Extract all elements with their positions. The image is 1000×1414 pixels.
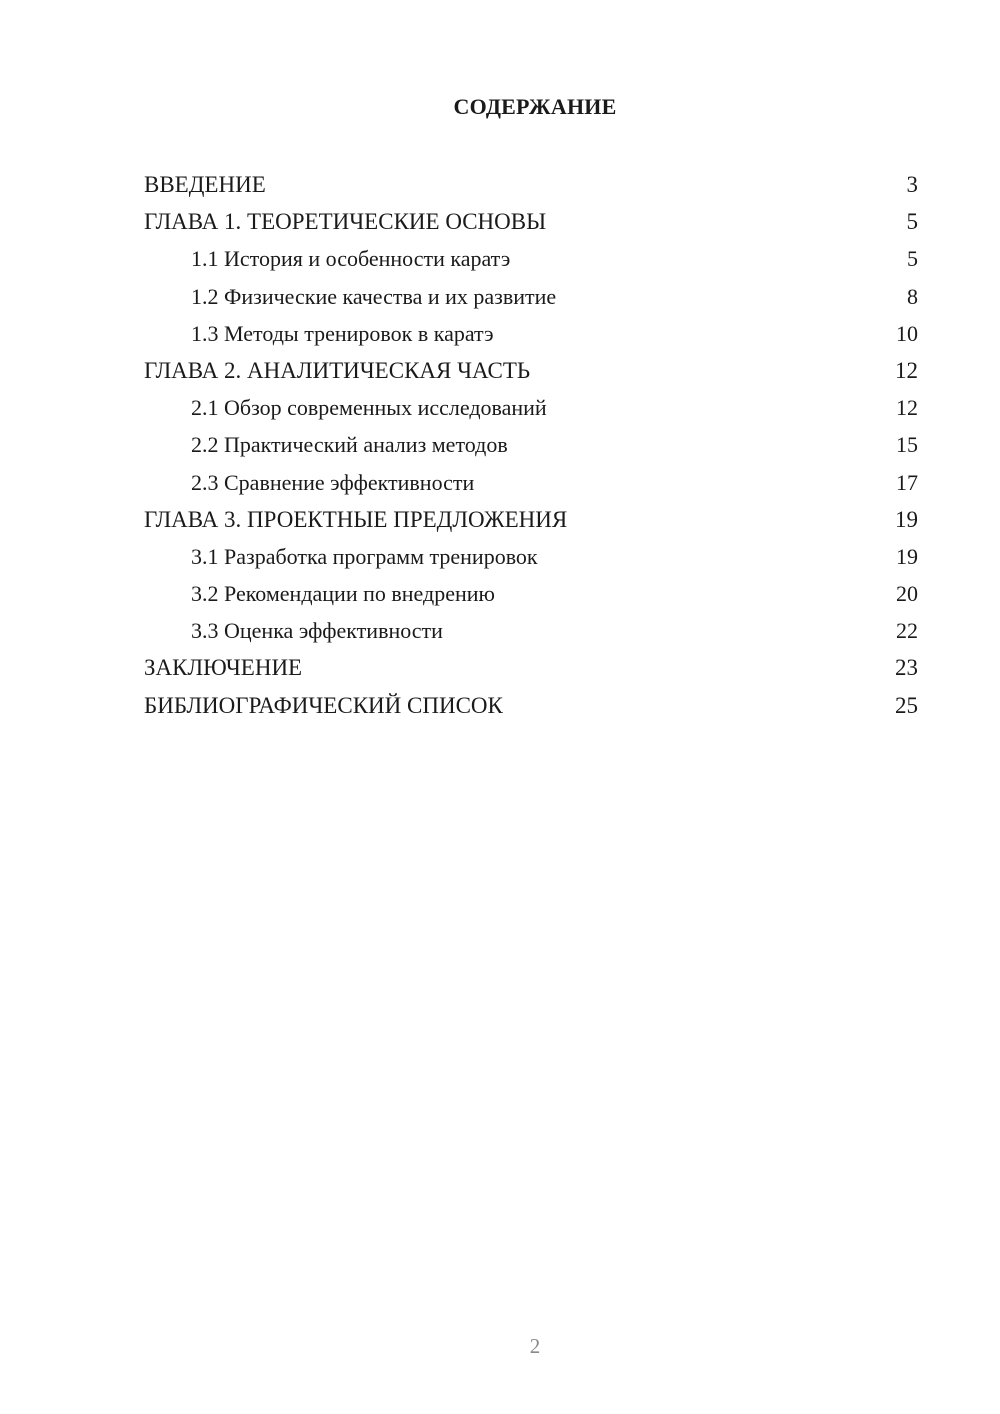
toc-entry-label: ВВЕДЕНИЕ [144,172,266,197]
toc-entry-label: 3.1 Разработка программ тренировок [191,543,538,569]
toc-entry-page: 5 [907,246,918,272]
toc-entry-page: 12 [896,395,918,421]
toc-entry-label: 2.3 Сравнение эффективности [191,469,475,495]
toc-entry-label: 2.1 Обзор современных исследований [191,395,547,421]
page-title: СОДЕРЖАНИЕ [453,94,617,119]
toc-entry-label: ЗАКЛЮЧЕНИЕ [144,655,303,681]
toc-subentry [144,389,918,426]
toc-entry [144,166,918,203]
toc-entry-page: 15 [896,432,918,458]
toc-entry [144,687,918,724]
toc-entry-page: 10 [896,320,918,346]
toc-entry-page: 22 [896,618,918,644]
toc-entry-page: 20 [896,581,918,607]
toc-entry-label: ГЛАВА 1. ТЕОРЕТИЧЕСКИЕ ОСНОВЫ [144,209,547,235]
toc-entry-page: 25 [895,692,918,718]
toc-entry-label: 2.2 Практический анализ методов [191,432,508,458]
toc-entry-label: 1.1 История и особенности каратэ [191,246,511,272]
toc-subentry [144,278,918,315]
toc-subentry [144,315,918,352]
toc-entry-label: ГЛАВА 3. ПРОЕКТНЫЕ ПРЕДЛОЖЕНИЯ [144,506,568,532]
toc-entry-label: 3.2 Рекомендации по внедрению [191,581,495,607]
toc-entry [144,203,918,240]
toc-subentry [144,538,918,575]
toc-entry [144,649,918,686]
toc-entry-label: БИБЛИОГРАФИЧЕСКИЙ СПИСОК [144,692,503,718]
toc-entry-page: 19 [896,543,918,569]
toc-subentry [144,240,918,277]
toc-subentry [144,426,918,463]
table-of-contents [144,166,918,724]
toc-entry-page: 23 [895,655,918,681]
toc-entry-label: 1.3 Методы тренировок в каратэ [191,320,494,346]
toc-entry-page: 12 [895,357,918,383]
toc-entry-page: 5 [906,209,918,235]
toc-subentry [144,612,918,649]
toc-subentry [144,464,918,501]
toc-entry-page: 8 [907,283,918,309]
toc-entry [144,501,918,538]
toc-subentry [144,575,918,612]
toc-entry-page: 19 [895,506,918,532]
toc-entry-label: ГЛАВА 2. АНАЛИТИЧЕСКАЯ ЧАСТЬ [144,357,531,383]
toc-entry [144,352,918,389]
toc-entry-label: 1.2 Физические качества и их развитие [191,283,557,309]
page-number: 2 [529,1334,541,1358]
toc-entry-page: 17 [896,469,918,495]
toc-entry-label: 3.3 Оценка эффективности [191,618,443,644]
toc-entry-page: 3 [906,172,918,197]
